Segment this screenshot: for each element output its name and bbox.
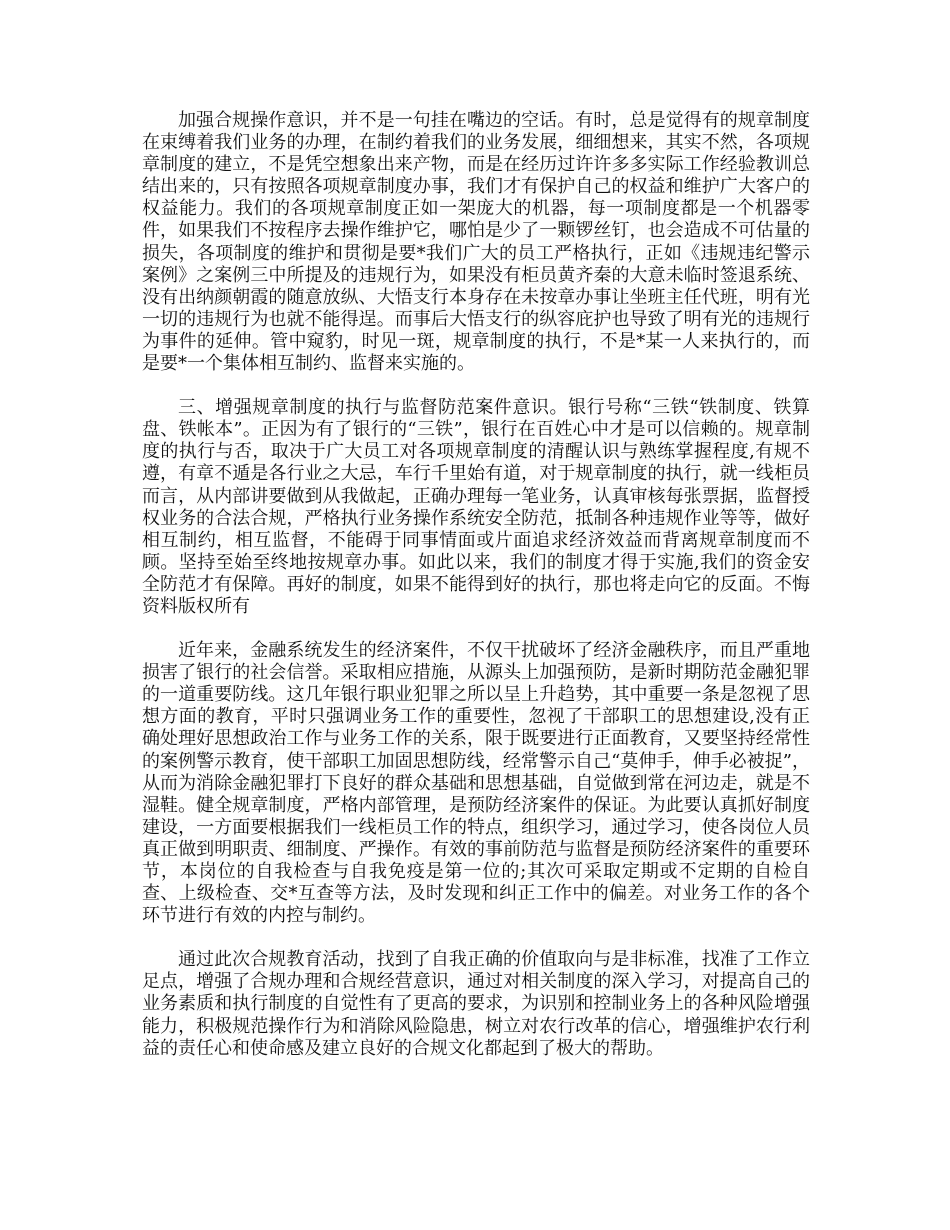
- document-body: [142, 110, 810, 1082]
- paragraph-compliance-awareness: 加强合规操作意识，并不是一句挂在嘴边的空话。有时，总是觉得有的规章制度在束缚着我们业务的办理，在制约着我们的业务发展，细细想来，其实不然，各项规章制度的建立，不是凭空想象出来产物，而是在经历过许许多多实际工作经验教训总结出来的，只有按照各项规章制度办事，我们才有保护自己的权益和维护广大客户的权益能力。我们的各项规章制度正如一架庞大的机器，每一项制度都是一个机器零件，如果我们不按程序去操作维护它，哪怕是少了一颗锣丝钉，也会造成不可估量的损失，各项制度的维护和贯彻是要*我们广大的员工严格执行，正如《违规违纪警示案例》之案例三中所提及的违规行为，如果没有柜员黄齐秦的大意未临时签退系统、没有出纳颜朝霞的随意放纵、大悟支行本身存在未按章办事让坐班主任代班，明有光一切的违规行为也就不能得逞。而事后大悟支行的纵容庇护也导致了明有光的违规行为事件的延伸。管中窥豹，时见一斑，规章制度的执行，不是*某一人来执行的，而是要*一个集体相互制约、监督来实施的。: [142, 110, 810, 375]
- paragraph-rules-execution: 三、增强规章制度的执行与监督防范案件意识。银行号称“三铁“铁制度、铁算盘、铁帐本”。正因为有了银行的“三铁”，银行在百姓心中才是可以信赖的。规章制度的执行与否，取决于广大员工对各项规章制度的清醒认识与熟练掌握程度,有规不遵，有章不遁是各行业之大忌，车行千里始有道，对于规章制度的执行，就一线柜员而言，从内部讲要做到从我做起，正确办理每一笔业务，认真审核每张票据，监督授权业务的合法合规，严格执行业务操作系统安全防范，抵制各种违规作业等等，做好相互制约，相互监督，不能碍于同事情面或片面追求经济效益而背离规章制度而不顾。坚持至始至终地按规章办事。如此以来，我们的制度才得于实施,我们的资金安全防范才有保障。再好的制度，如果不能得到好的执行，那也将走向它的反面。不悔资料版权所有: [142, 397, 810, 617]
- paragraph-conclusion: 通过此次合规教育活动，找到了自我正确的价值取向与是非标准，找准了工作立足点，增强了合规办理和合规经营意识，通过对相关制度的深入学习，对提高自己的业务素质和执行制度的自觉性有了更高的要求，为识别和控制业务上的各种风险增强能力，积极规范操作行为和消除风险隐患，树立对农行改革的信心，增强维护农行利益的责任心和使命感及建立良好的合规文化都起到了极大的帮助。: [142, 949, 810, 1059]
- paragraph-case-prevention: 近年来，金融系统发生的经济案件，不仅干扰破坏了经济金融秩序，而且严重地损害了银行的社会信誉。采取相应措施，从源头上加强预防，是新时期防范金融犯罪的一道重要防线。这几年银行职业犯罪之所以呈上升趋势，其中重要一条是忽视了思想方面的教育，平时只强调业务工作的重要性，忽视了干部职工的思想建设,没有正确处理好思想政治工作与业务工作的关系，限于既要进行正面教育，又要坚持经常性的案例警示教育，使干部职工加固思想防线，经常警示自己“莫伸手，伸手必被捉”，从而为消除金融犯罪打下良好的群众基础和思想基础，自觉做到常在河边走，就是不湿鞋。健全规章制度，严格内部管理，是预防经济案件的保证。为此要认真抓好制度建设，一方面要根据我们一线柜员工作的特点，组织学习，通过学习，使各岗位人员真正做到明职责、细制度、严操作。有效的事前防范与监督是预防经济案件的重要环节，本岗位的自我检查与自我免疫是第一位的;其次可采取定期或不定期的自检自查、上级检查、交*互查等方法，及时发现和纠正工作中的偏差。对业务工作的各个环节进行有效的内控与制约。: [142, 640, 810, 927]
